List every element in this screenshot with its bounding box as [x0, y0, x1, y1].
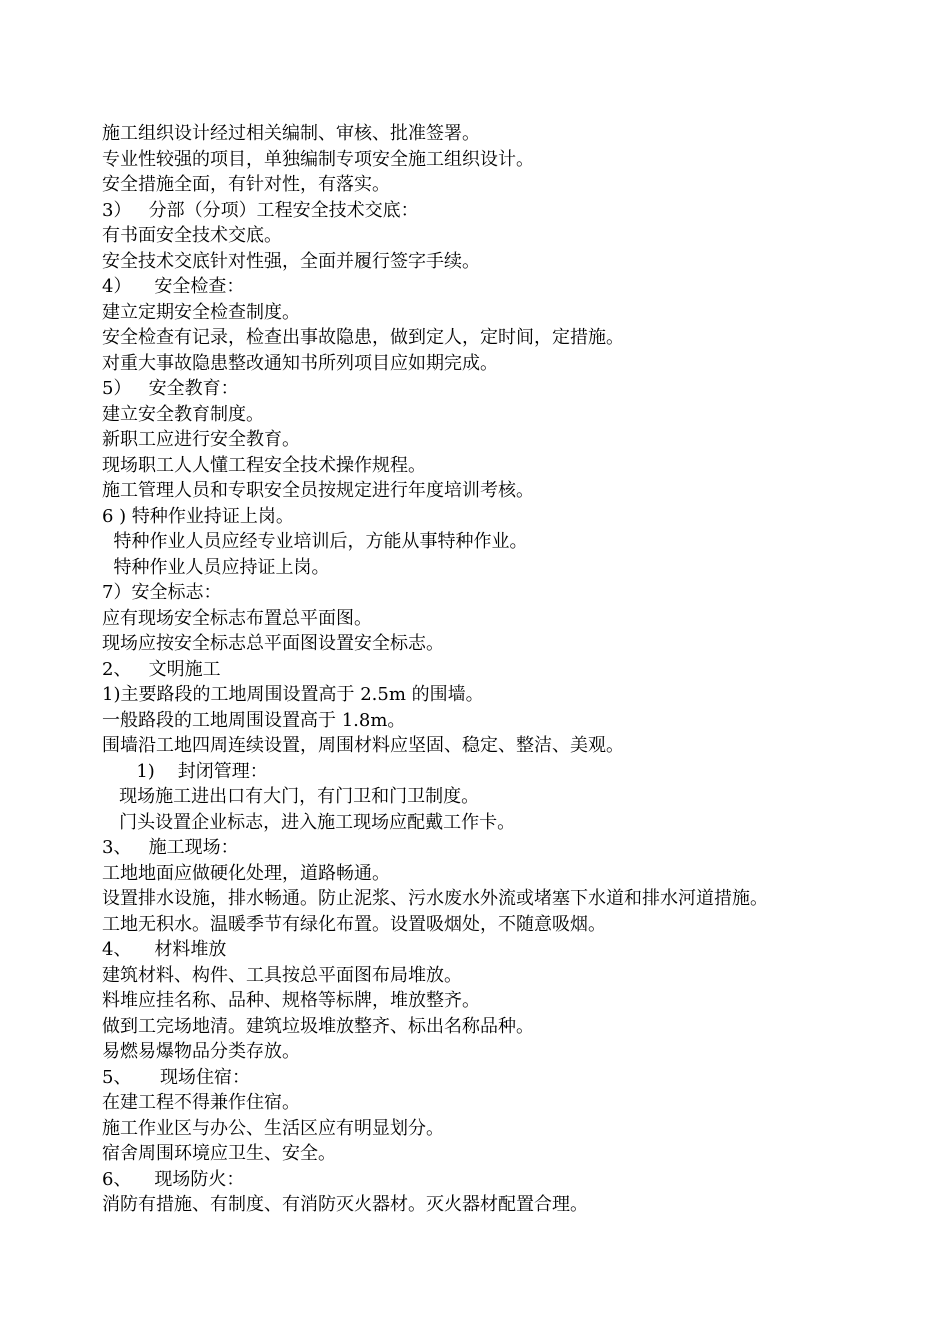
- text-line: 在建工程不得兼作住宿。: [102, 1092, 300, 1113]
- text-line: 做到工完场地清。建筑垃圾堆放整齐、标出名称品种。: [102, 1015, 534, 1037]
- text-line: 围墙沿工地四周连续设置，周围材料应坚固、稳定、整洁、美观。: [102, 735, 624, 756]
- text-line: 特种作业人员应持证上岗。: [102, 556, 330, 578]
- text-line: 施工组织设计经过相关编制、审核、批准签署。: [102, 123, 480, 144]
- text-line: 安全措施全面，有针对性，有落实。: [102, 174, 390, 195]
- text-line: 有书面安全技术交底。: [102, 225, 282, 246]
- text-line: 现场职工人人懂工程安全技术操作规程。: [102, 454, 426, 476]
- text-line: 对重大事故隐患整改通知书所列项目应如期完成。: [102, 352, 498, 374]
- text-line: 安全技术交底针对性强，全面并履行签字手续。: [102, 250, 480, 272]
- section-heading: 6、 现场防火：: [102, 1168, 245, 1190]
- section-heading: 3） 分部（分项）工程安全技术交底：: [102, 199, 419, 221]
- text-line: 宿舍周围环境应卫生、安全。: [102, 1143, 336, 1164]
- section-heading: 2、 文明施工: [102, 658, 221, 680]
- text-line: 特种作业人员应经专业培训后，方能从事特种作业。: [102, 531, 528, 552]
- section-heading: 3、 施工现场：: [102, 837, 239, 858]
- text-line: 设置排水设施，排水畅通。防止泥浆、污水废水外流或堵塞下水道和排水河道措施。: [102, 888, 768, 909]
- text-line: 门头设置企业标志，进入施工现场应配戴工作卡。: [102, 811, 516, 833]
- section-heading: 6 ) 特种作业持证上岗。: [102, 505, 294, 527]
- section-heading: 1) 封闭管理：: [102, 760, 268, 782]
- text-line: 专业性较强的项目，单独编制专项安全施工组织设计。: [102, 148, 534, 170]
- text-line: 一般路段的工地周围设置高于 1.8m。: [102, 709, 406, 731]
- section-heading: 5） 安全教育：: [102, 378, 239, 399]
- text-line: 施工作业区与办公、生活区应有明显划分。: [102, 1117, 444, 1139]
- text-line: 施工管理人员和专职安全员按规定进行年度培训考核。: [102, 480, 534, 501]
- document-body: [102, 121, 872, 1218]
- text-line: 工地无积水。温暖季节有绿化布置。设置吸烟处，不随意吸烟。: [102, 913, 606, 935]
- text-line: 安全检查有记录，检查出事故隐患，做到定人，定时间，定措施。: [102, 327, 624, 348]
- text-line: 建筑材料、构件、工具按总平面图布局堆放。: [102, 964, 462, 986]
- text-line: 料堆应挂名称、品种、规格等标牌，堆放整齐。: [102, 990, 480, 1011]
- text-line: 应有现场安全标志布置总平面图。: [102, 607, 372, 629]
- text-line: 1)主要路段的工地周围设置高于 2.5m 的围墙。: [102, 684, 484, 705]
- text-line: 新职工应进行安全教育。: [102, 429, 300, 450]
- text-line: 工地地面应做硬化处理，道路畅通。: [102, 862, 390, 884]
- text-line: 现场应按安全标志总平面图设置安全标志。: [102, 633, 444, 654]
- text-line: 建立定期安全检查制度。: [102, 301, 300, 323]
- text-line: 现场施工进出口有大门，有门卫和门卫制度。: [102, 786, 480, 807]
- text-line: 消防有措施、有制度、有消防灭火器材。灭火器材配置合理。: [102, 1194, 588, 1215]
- section-heading: 7）安全标志：: [102, 582, 222, 603]
- text-line: 易燃易爆物品分类存放。: [102, 1041, 300, 1062]
- text-line: 建立安全教育制度。: [102, 403, 264, 425]
- section-heading: 5、 现场住宿：: [102, 1066, 251, 1088]
- section-heading: 4） 安全检查：: [102, 276, 245, 297]
- section-heading: 4、 材料堆放: [102, 939, 227, 960]
